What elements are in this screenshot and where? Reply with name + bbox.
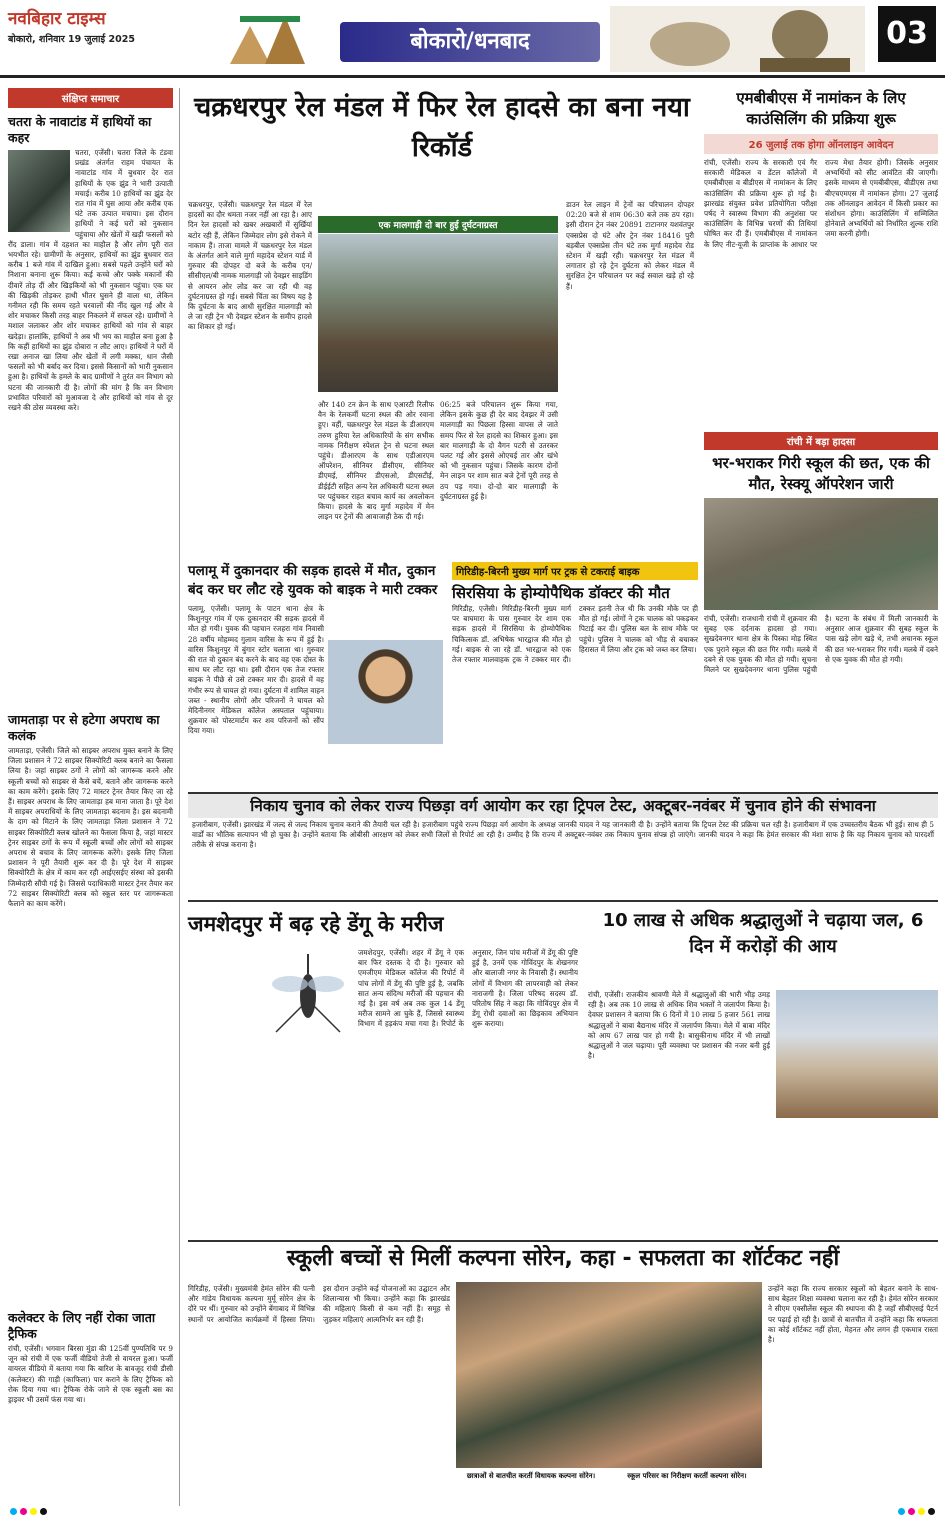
shravani-body: रांची, एजेंसी। राजकीय श्रावणी मेले में श्रद्धालुओं की भारी भीड़ उमड़ रही है। अब तक 10 लाख से अधिक शिव भक्तों ने जलार्पण किया है। देवघर प्रशासन ने बताया कि 6 दिनों में 10 लाख 5 हजार 561 लाख श्रद्धालुओं ने बाबा बैद्यनाथ मंदिर में जलार्पण किया। मेले में बाबा मंदिर को आय 67 लाख पार हो गयी है। बासुकीनाथ मंदिर में भी लाखों श्रद्धालुओं ने जल चढ़ाया। पूरी व्यवस्था पर प्रशासन की नजर बनी हुई है। [588, 990, 770, 1061]
kalpana-body-left: गिरिडीह, एजेंसी। मुख्यमंत्री हेमंत सोरेन की पत्नी और गांडेय विधायक कल्पना मुर्मू सोरेन क्षेत्र के दौरे पर थीं। गुरुवार को उन्होंने बेंगाबाद में विभिन्न स्थानों पर आयोजित कार्यक्रमों में हिस्सा लिया। इस दौरान उन्होंने कई योजनाओं का उद्घाटन और शिलान्यास भी किया। उन्होंने कहा कि झारखंड की महिलाएं किसी से कम नहीं हैं। समूह से जुड़कर महिलाएं आत्मनिर्भर बन रही हैं। [188, 1284, 450, 1324]
mbbs-subheadline: 26 जुलाई तक होगा ऑनलाइन आवेदन [704, 134, 938, 154]
masthead [0, 0, 945, 78]
derailed-train-photo [318, 234, 558, 392]
traffic-story-body: रांची, एजेंसी। भगवान बिरसा मुंडा की 125वीं पुण्यतिथि पर 9 जून को रांची में एक फर्जी वीडियो तेजी से वायरल हुआ। फर्जी वायरल वीडियो में बताया गया कि बारिश के बावजूद रांची डीसी (कलेक्टर) की गाड़ी (काफिला) पार कराने के लिए ट्रैफिक को रोक दिया गया था। ट्रैफिक रोके जाने से एक स्कूली बस का ड्राइवर भी उसमें फंस गया था। [8, 1344, 173, 1405]
lead-column-3: 06:25 बजे परिचालन शुरू किया गया, लेकिन इसके कुछ ही देर बाद देवझर में उसी मालगाड़ी का पिछला हिस्सा वापस ले जाते समय फिर से रेल हादसे का शिकार हुआ। इस बार मालगाड़ी के दो वैगन पटरी से उतरकर पलट गई और इससे ओएचई तार और खंभे को भी नुकसान पहुंचा। जिसके कारण दोनों मेन लाइन पर शाम सात बजे ट्रेनों पूरी तरह से ठप पड़ गया। दो-दो बार मालगाड़ी के दुर्घटनाग्रस्त हुई है। [440, 400, 558, 501]
elephant-photo [8, 150, 70, 232]
school-roof-tag: रांची में बड़ा हादसा [704, 432, 938, 450]
kalpana-body-right: उन्होंने कहा कि राज्य सरकार स्कूलों को बेहतर बनाने के साथ-साथ बेहतर शिक्षा व्यवस्था चलाना कर रही है। हेमंत सोरेन सरकार ने सीएम एक्सीलेंस स्कूल की स्थापना की है जहाँ सीबीएसई पैटर्न पर पढ़ाई हो रही है। छात्रों से बातचीत में उन्होंने कहा कि सफलता का कोई शॉर्टकट नहीं होता, मेहनत और लगन ही एकमात्र रास्ता है। [768, 1284, 938, 1345]
dengue-body: जमशेदपुर, एजेंसी। शहर में डेंगू ने एक बार फिर दस्तक दे दी है। गुरुवार को एमजीएम मेडिकल कॉलेज की रिपोर्ट में पांच लोगों में डेंगू की पुष्टि हुई है, जबकि सात अन्य संदिग्ध मरीजों की पहचान की गई है। इस वर्ष अब तक कुल 14 डेंगू मरीज सामने आ चुके हैं, जिससे स्वास्थ्य विभाग में हड़कंप मचा गया है। रिपोर्ट के अनुसार, जिन पांच मरीजों में डेंगू की पुष्टि हुई है, उनमें एक गोविंदपुर के शेखनगर और बालाजी नगर के निवासी हैं। स्थानीय लोगों में विभाग की लापरवाही को लेकर नाराजगी है। जिला परिषद सदस्य डॉ. परितोष सिंह ने कहा कि गोविंदपुर क्षेत्र में डेंगू रोधी दवाओं का छिड़काव अभियान शुरू कराया। [358, 948, 578, 1029]
elephant-story-headline: चतरा के नावाटांड में हाथियों का कहर [8, 114, 152, 145]
registration-marks-right [898, 1508, 935, 1516]
civic-election-headline: निकाय चुनाव को लेकर राज्य पिछड़ा वर्ग आयोग कर रहा ट्रिपल टेस्ट, अक्टूबर-नवंबर में चुनाव होने की संभावना [188, 794, 938, 818]
giridih-story [452, 562, 698, 792]
mbbs-body: रांची, एजेंसी। राज्य के सरकारी एवं गैर सरकारी मेडिकल व डेंटल कॉलेजों में एमबीबीएस व बीडीएस में नामांकन के लिए काउंसिलिंग की प्रक्रिया शुरू हो गई है। झारखंड संयुक्त प्रवेश प्रतियोगिता परीक्षा पर्षद ने स्वास्थ्य विभाग की अनुशंसा पर काउंसिलिंग के विभिन्न चरणों की तिथियां घोषित कर दी हैं। एमबीबीएस में नामांकन के लिए नीट-यूजी के प्राप्तांक के आधार पर राज्य मेधा तैयार होगी। जिसके अनुसार अभ्यर्थियों को सीट आवंटित की जाएगी। इसके माध्यम से एमबीबीएस, बीडीएस तथा बीएचएमएस में नामांकन होगा। 27 जुलाई तक ऑनलाइन आवेदन में किसी प्रकार का संशोधन होगा। काउंसिलिंग में सम्मिलित होनेवाले अभ्यर्थियों को निर्धारित शुल्क राशि जमा करनी होगी। [704, 158, 938, 249]
lead-column-4: डाउन रेल लाइन में ट्रेनों का परिचालन दोपहर 02:20 बजे से शाम 06:30 बजे तक ठप रहा। इसी दौरान ट्रेन नंबर 20891 टाटानगर यशवंतपुर एक्सप्रेस दो घंटे और ट्रेन नंबर 18416 पुरी बड़बील एक्सप्रेस तीन घंटे तक मुर्गा महादेव रोड स्टेशन में खड़ी रही। चक्रधरपुर रेल मंडल में लगातार हो रहे ट्रेन दुर्घटना को लेकर मंडल में सुरक्षित ट्रेन परिचालन पर कई सवाल खड़े हो रहे हैं। [566, 200, 694, 291]
giridih-tag: गिरिडीह-बिरनी मुख्य मार्ग पर ट्रक से टकराई बाइक [452, 562, 698, 580]
giridih-body: गिरिडीह, एजेंसी। गिरिडीह-बिरनी मुख्य मार्ग पर बाघमारा के पास गुरुवार देर शाम एक सड़क हादसे में सिरसिया के होम्योपैथिक चिकित्सक डॉ. अभिषेक भारद्वाज की मौत हो गई। बाइक से जा रहे डॉ. भारद्वाज को एक तेज रफ्तार मालवाहक ट्रक ने टक्कर मार दी। टक्कर इतनी तेज थी कि उनकी मौके पर ही मौत हो गई। लोगों ने ट्रक चालक को पकड़कर पिटाई कर दी। पुलिस बल के साथ मौके पर पहुंचे। पुलिस ने चालक को भीड़ से बचाकर हिरासत में लिया और ट्रक को जब्त कर लिया। [452, 604, 698, 665]
kalpana-photo-caption-2: स्कूल परिसर का निरीक्षण करतीं कल्पना सोरेन। [627, 1472, 747, 1480]
brief-news-banner: संक्षिप्त समाचार [8, 88, 173, 108]
elephant-story-body [8, 148, 173, 708]
palamu-headline: पलामू में दुकानदार की सड़क हादसे में मौत, दुकान बंद कर घर लौट रहे युवक को बाइक ने मारी टक्कर [188, 563, 438, 598]
kalpana-photo-caption-1: छात्राओं से बातचीत करतीं विधायक कल्पना सोरेन। [466, 1472, 596, 1480]
school-roof-headline: भर-भराकर गिरी स्कूल की छत, एक की मौत, रेस्क्यू ऑपरेशन जारी [712, 454, 930, 493]
registration-marks-left [10, 1508, 47, 1516]
dengue-story [188, 908, 580, 1238]
kalpana-soren-story [188, 1240, 938, 1506]
traffic-story-headline: कलेक्टर के लिए नहीं रोका जाता ट्रैफिक [8, 1310, 156, 1341]
shravani-headline: 10 लाख से अधिक श्रद्धालुओं ने चढ़ाया जल, 6 दिन में करोड़ों की आय [602, 910, 924, 957]
brief-news-column [8, 88, 180, 1506]
temple-crowd-photo [776, 990, 938, 1118]
kalpana-students-photo [456, 1282, 762, 1468]
jamtara-story-headline: जामताड़ा पर से हटेगा अपराध का कलंक [8, 712, 160, 743]
statue-illustration-icon [610, 6, 865, 72]
civic-election-story [188, 792, 938, 902]
kalpana-headline: स्कूली बच्चों से मिलीं कल्पना सोरेन, कहा - सफलता का शॉर्टकट नहीं [286, 1246, 840, 1271]
giridih-headline: सिरसिया के होम्योपैथिक डॉक्टर की मौत [452, 584, 670, 602]
elephant-story-text: चतरा, एजेंसी। चतरा जिले के टंडवा प्रखंड अंतर्गत राहम पंचायत के नावाटांड गांव में बुधवार देर रात हाथियों के एक झुंड ने भारी उत्पाती मचाई। करीब 10 हाथियों का झुंड देर रात गांव में घुस आया और करीब एक घंटे तक उत्पात मचाया। इस दौरान हाथियों ने कई घरों को नुकसान पहुंचाया और खेतों में खड़ी फसलों को रौंद डाला। गांव में दहशत का माहौल है और लोग पूरी रात भयभीत रहे। ग्रामीणों के अनुसार, हाथियों का झुंड बुधवार रात करीब 1 बजे गांव में दाखिल हुआ। सबसे पहले उन्होंने घरों को निशाना बनाना शुरू किया। कई कच्चे और पक्के मकानों की दीवारें तोड़ दीं और खिड़कियों को भी नुकसान पहुंचा। एक घर की खिड़की तोड़कर हाथी भीतर घुसने ही वाला था, लेकिन गनीमत रही कि समय रहते घरवालों की नींद खुल गई और वे शोर मचाकर किसी तरह बाहर निकलने में सफल रहे। ग्रामीणों ने मशाल जलाकर और शोर मचाकर हाथियों को गांव से बाहर खदेड़ा। हालांकि, हाथियों ने अब भी भय का माहौल बना हुआ है कि कहीं हाथियों का झुंड दोबारा न लौट आए। हाथियों ने घरों में रखा अनाज खा लिया और खेतों में लगी मक्का, धान जैसी फसलों को भी बर्बाद कर दिया। इससे किसानों को भारी नुकसान हुआ है। हाथियों के हमले के बाद ग्रामीणों ने तुरंत वन विभाग को घटना की जानकारी दी है। लोगों की मांग है कि वन विभाग प्रभावित परिवारों को मुआवजा दे और हाथियों को गांव से दूर रखने की ठोस व्यवस्था करे। [8, 148, 173, 413]
section-title: बोकारो/धनबाद [340, 22, 600, 62]
jamtara-story-body: जामताड़ा, एजेंसी। जिले को साइबर अपराध मुक्त बनाने के लिए जिला प्रशासन ने 72 साइबर सिक्योरिटी क्लब बनाने का फैसला लिया है। जहां साइबर ठगों ने लोगों को जागरूक करने और स्कूली बच्चों को साइबर से कैसे बचें, बताने और जागरूक करने का काम करेंगे। इसके लिए 72 मास्टर ट्रेनर तैयार किए जा रहे हैं। साइबर अपराध के लिए जामताड़ा हब माना जाता है। पूरे देश में साइबर अपराधियों के लिए जामताड़ा बदनाम है। इस बदनामी के दाग को मिटाने के लिए जामताड़ा जिला प्रशासन ने 72 साइबर सिक्योरिटी क्लब खोलने का फैसला किया है, जहां मास्टर ट्रेनर साइबर ठगों के रूप में स्कूली बच्चों और लोगों को साइबर अपराध से बचाव के लिए जागरूक करेंगे। इसके लिए जिला प्रशासन ने पूरी तैयारी शुरू कर दी है। पूरे देश में साइबर सिक्योरिटी के क्षेत्र में काम कर रही आईएसईए संस्था को इसकी जिम्मेदारी सौंपी गई है। जिससे पदाधिकारी मास्टर ट्रेनर तैयार कर 72 साइबर सिक्योरिटी क्लब को स्कूल स्तर पर जागरूकता फैलाने का काम करेंगे। [8, 746, 173, 909]
shravani-story [588, 908, 938, 1238]
temple-illustration-icon [210, 6, 330, 66]
civic-election-body: हजारीबाग, एजेंसी। झारखंड में जल्द से जल्द निकाय चुनाव कराने की तैयारी चल रही है। हजारीबाग पहुंचे राज्य पिछड़ा वर्ग आयोग के अध्यक्ष जानकी यादव ने यह जानकारी दी है। उन्होंने बताया कि ट्रिपल टेस्ट की प्रक्रिया चल रही है। हजारीबाग में एक उच्चस्तरीय बैठक भी हुई। साथ ही 5 वार्डों का भौतिक सत्यापन भी हो चुका है। उन्होंने बताया कि ओबीसी आरक्षण को लेकर सभी जिलों से रिपोर्ट आ रही है। उम्मीद है कि राज्य में अक्टूबर-नवंबर तक निकाय चुनाव संपन्न हो जाएंगे। जानकी यादव ने कहा कि हेमंत सरकार की मंशा साफ है कि यह निकाय चुनाव को पारदर्शी तरीके से संपन्न कराना है। [192, 820, 934, 850]
lead-column-2: और 140 टन क्रेन के साथ एआरटी रिलीफ वैन के रेलकर्मी घटना स्थल की ओर रवाना हुए। वहीं, चक्रधरपुर रेल मंडल के डीआरएम तरुण हुरिया रेल अधिकारियों के संग सभीक नामक निरीक्षण स्पेशल ट्रेन से घटना स्थल पहुंचे। डीआरएम के साथ एडीआरएम ऑपरेशन, सीनियर डीसीएम, सीनियर डीएमई, सीनियर डीएसओ, डीएसटीई, डीईईटी सहित अन्य रेल अधिकारी घटना स्थल पर पहुंचकर राहत बचाव कार्य का अवलोकन किया। हादसे के बाद मुर्गा महादेव में मेन लाइन पर ट्रेनों की आवाजाही ठेक दी गई। [318, 400, 434, 522]
lead-photo-caption: एक मालगाड़ी दो बार हुई दुर्घटनाग्रस्त [318, 216, 558, 233]
mosquito-icon [266, 950, 350, 1036]
palamu-body: पलामू, एजेंसी। पलामू के पाटन थाना क्षेत्र के किशुनपुर गांव में एक दुकानदार की सड़क हादसे में मौत हो गयी। युवक की पहचान रजहरा गांव निवासी 28 वर्षीय मोहम्मद गुलाम वारिस के रूप में हुई है। वारिस किशुनपुर में बुंगार स्टोर चलाता था। गुरुवार की रात वो दुकान बंद करने के बाद वह एक दोस्त के साथ घर लौट रहा था। इसी दौरान एक तेज रफ्तार बाइक ने पीछे से उसे टक्कर मार दी। हादसे में वह गंभीर रूप से घायल हो गया। दुर्घटना में शामिल वाहन जब्त - स्थानीय लोगों और परिजनों ने घायल को मेदिनीनगर मेडिकल कॉलेज अस्पताल पहुंचाया। शुक्रवार को पोस्टमार्टम कर शव परिजनों को सौंप दिया गया। [188, 604, 324, 736]
collapsed-roof-photo [704, 498, 938, 610]
school-roof-body: रांची, एजेंसी। राजधानी रांची में शुक्रवार की सुबह एक दर्दनाक हादसा हो गया। सुखदेवनगर थाना क्षेत्र के पिस्का मोड़ स्थित एक पुराने स्कूल की छत गिर गयी। मलबे में दबने से एक युवक की मौत हो गयी। सूचना मिलने पर सुखदेवनगर थाना पुलिस पहुंची है। घटना के संबंध में मिली जानकारी के अनुसार आज शुक्रवार की सुबह स्कूल के पास खड़े लोग खड़े थे, तभी अचानक स्कूल की छत भर-भराकर गिर गयी। मलबे में दबने से एक युवक की मौत हो गयी। [704, 614, 938, 675]
mbbs-story [704, 88, 938, 428]
page-number: 03 [878, 6, 936, 62]
lead-story [188, 88, 696, 558]
lead-column-1: चक्रधरपुर, एजेंसी। चक्रधरपुर रेल मंडल में रेल हादसों का दौर थमता नजर नहीं आ रहा है। आए दिन रेल हादसों को खबर अखबारों में सुर्खियां बटोर रही हैं, लेकिन जिम्मेदार लोग इसे रोकने में नाकाम हैं। ताजा मामले में चक्रधरपुर रेल मंडल के अंतर्गत आने वाले मुर्गा महादेव स्टेशन यार्ड में गुरुवार की दोपहर दो बजे के करीब एन/सीसीएल/बी नामक मालगाड़ी जो देवझर साइडिंग से आयरन ओर लोड कर जा रही थी वह दुर्घटनाग्रस्त हो गई। सबसे चिंता का विषय यह है कि दुर्घटना के बाद आधी सुरक्षित मालगाड़ी को ले जा रही ट्रेन भी देवझर स्टेशन के समीप हादसे का शिकार हो गई। [188, 200, 312, 332]
dengue-headline: जमशेदपुर में बढ़ रहे डेंगू के मरीज [188, 912, 444, 936]
mbbs-headline: एमबीबीएस में नामांकन के लिए काउंसिलिंग की प्रक्रिया शुरू [736, 89, 906, 128]
newspaper-logo: नवबिहार टाइम्स [8, 9, 106, 29]
victim-portrait-photo [328, 640, 443, 744]
lead-headline: चक्रधरपुर रेल मंडल में फिर रेल हादसे का बना नया रिकॉर्ड [194, 92, 690, 163]
school-roof-story [704, 432, 938, 777]
issue-date: बोकारो, शनिवार 19 जुलाई 2025 [8, 34, 135, 45]
